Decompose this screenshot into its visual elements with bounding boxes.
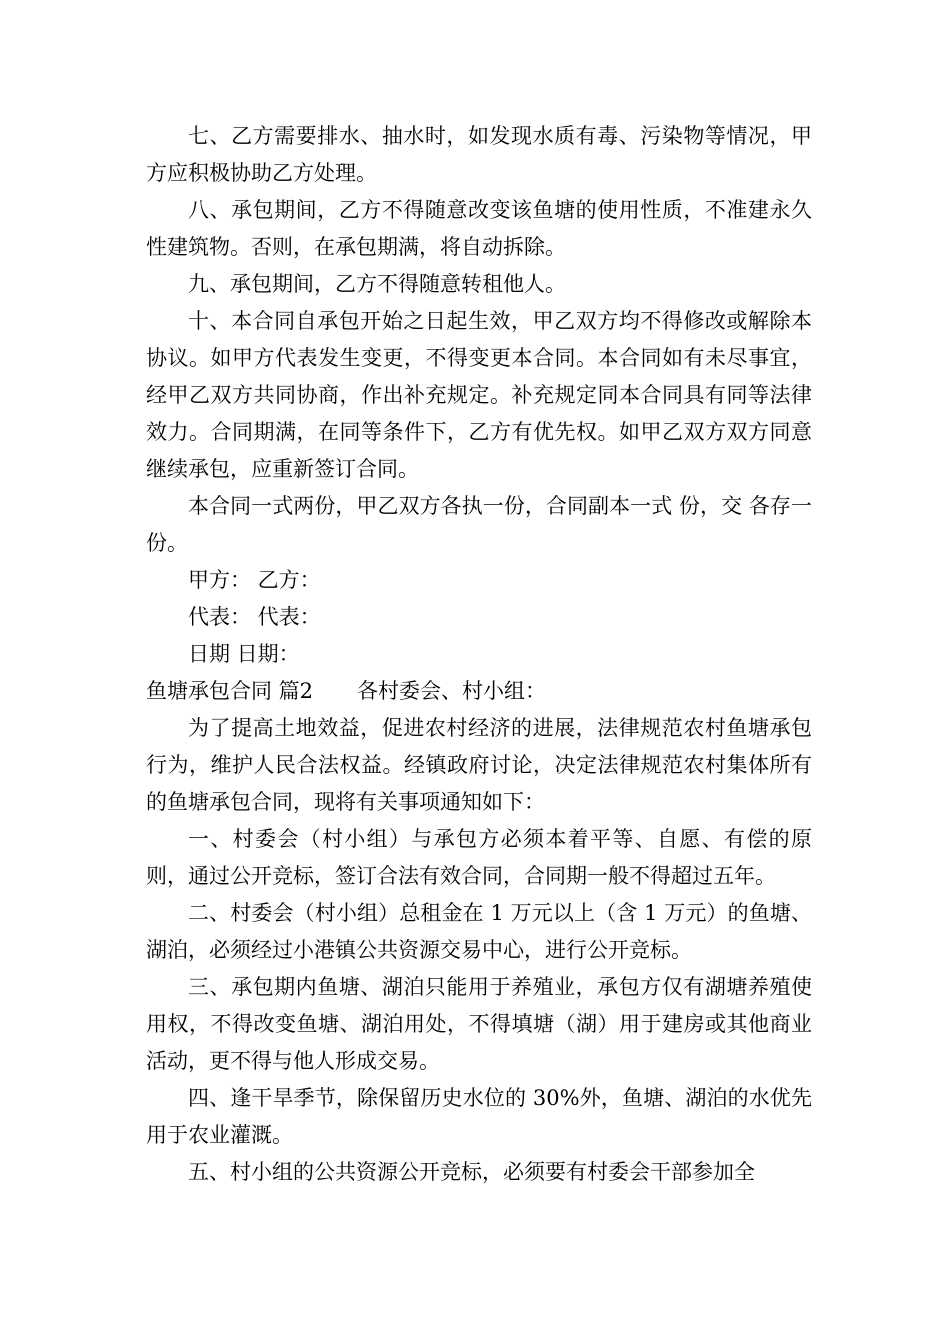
notice-item-2: 二、村委会（村小组）总租金在 1 万元以上（含 1 万元）的鱼塘、湖泊，必须经过小港镇公共资源交易中心，进行公开竞标。: [146, 901, 812, 962]
notice-intro: 为了提高土地效益，促进农村经济的进展，法律规范农村鱼塘承包行为，维护人民合法权益。经镇政府讨论，决定法律规范农村集体所有的鱼塘承包合同，现将有关事项通知如下：: [146, 716, 812, 814]
clause-7: 七、乙方需要排水、抽水时，如发现水质有毒、污染物等情况，甲方应积极协助乙方处理。: [146, 124, 812, 185]
clause-10: 十、本合同自承包开始之日起生效，甲乙双方均不得修改或解除本协议。如甲方代表发生变更，不得变更本合同。本合同如有未尽事宜，经甲乙双方共同协商，作出补充规定。补充规定同本合同具有同等法律效力。合同期满，在同等条件下，乙方有优先权。如甲乙双方双方同意继续承包，应重新签订合同。: [146, 309, 812, 481]
clause-8: 八、承包期间，乙方不得随意改变该鱼塘的使用性质，不准建永久性建筑物。否则，在承包期满，将自动拆除。: [146, 198, 812, 259]
section-2-recipient: 各村委会、村小组：: [357, 679, 547, 703]
notice-item-3: 三、承包期内鱼塘、湖泊只能用于养殖业，承包方仅有湖塘养殖使用权，不得改变鱼塘、湖泊用处，不得填塘（湖）用于建房或其他商业活动，更不得与他人形成交易。: [146, 975, 812, 1073]
section-2-heading: [146, 673, 812, 710]
clause-9: 九、承包期间，乙方不得随意转租他人。: [188, 272, 566, 296]
notice-item-5: 五、村小组的公共资源公开竞标，必须要有村委会干部参加全: [188, 1160, 755, 1184]
section-2-title: 鱼塘承包合同 篇2: [146, 679, 314, 703]
copies-clause: 本合同一式两份，甲乙双方各执一份，合同副本一式 份，交 各存一份。: [146, 494, 812, 555]
notice-item-1: 一、村委会（村小组）与承包方必须本着平等、自愿、有偿的原则，通过公开竞标，签订合法有效合同，合同期一般不得超过五年。: [146, 827, 812, 888]
document-body: [146, 118, 812, 1191]
signature-representatives: 代表： 代表：: [188, 605, 321, 629]
notice-item-4: 四、逢干旱季节，除保留历史水位的 30%外，鱼塘、湖泊的水优先用于农业灌溉。: [146, 1086, 812, 1147]
signature-dates: 日期 日期：: [188, 642, 300, 666]
signature-parties: 甲方： 乙方：: [188, 568, 321, 592]
